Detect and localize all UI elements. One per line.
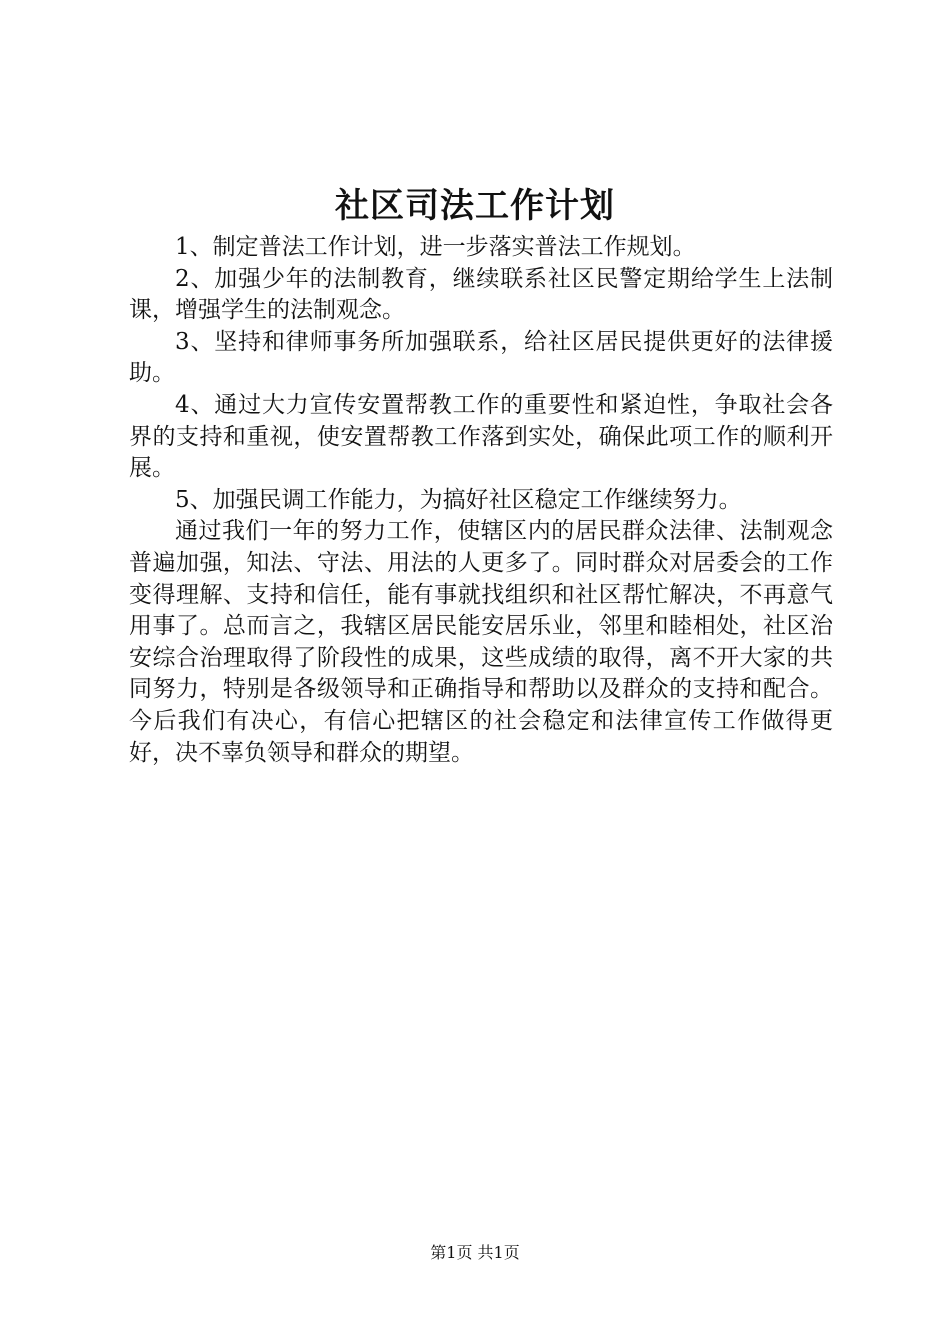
paragraph-item-5: 5、加强民调工作能力，为搞好社区稳定工作继续努力。 xyxy=(175,486,742,513)
paragraph-item-4: 4、通过大力宣传安置帮教工作的重要性和紧迫性，争取社会各界的支持和重视，使安置帮教工作落到实处，确保此项工作的顺利开展。 xyxy=(129,391,833,482)
document-title: 社区司法工作计划 xyxy=(335,186,615,226)
paragraph-item-1: 1、制定普法工作计划，进一步落实普法工作规划。 xyxy=(175,234,696,260)
paragraph-item-2: 2、加强少年的法制教育，继续联系社区民警定期给学生上法制课，增强学生的法制观念。 xyxy=(129,265,833,324)
page-footer: 第1页 共1页 xyxy=(430,1243,520,1262)
summary-paragraph: 通过我们一年的努力工作，使辖区内的居民群众法律、法制观念普遍加强，知法、守法、用法的人更多了。同时群众对居委会的工作变得理解、支持和信任，能有事就找组织和社区帮忙解决，不再意气用事了。总而言之，我辖区居民能安居乐业，邻里和睦相处，社区治安综合治理取得了阶段性的成果，这些成绩的取得，离不开大家的共同努力，特别是各级领导和正确指导和帮助以及群众的支持和配合。今后我们有决心，有信心把辖区的社会稳定和法律宣传工作做得更好，决不辜负领导和群众的期望。 xyxy=(129,518,833,766)
document-body xyxy=(129,232,833,769)
paragraph-item-3: 3、坚持和律师事务所加强联系，给社区居民提供更好的法律援助。 xyxy=(129,328,833,387)
